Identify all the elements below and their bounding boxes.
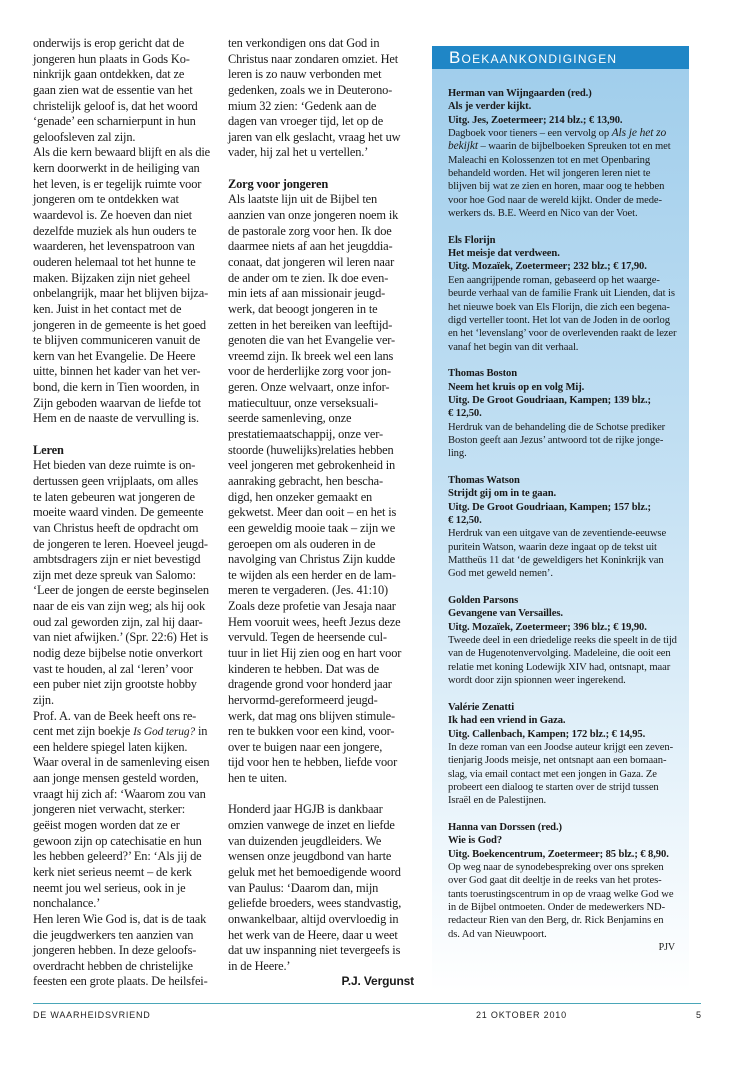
text-line: jongeren om te ontdekken wat: [33, 192, 179, 207]
text-line: geroepen om als ouderen in de: [228, 536, 376, 551]
text-line: digd, hen onzeker gemaakt en: [228, 489, 373, 504]
text-segment: – waarin de bijbelboeken Spreuken tot en met: [477, 141, 671, 153]
text-line: € 12,50.: [448, 408, 482, 420]
text-line: ren te bukken voor een kind, voor-: [228, 724, 395, 739]
text-line: geluk met het bemoedigende woord: [228, 864, 401, 879]
text-line: Hanna van Dorssen (red.): [448, 821, 562, 833]
text-line: tijd voor hen te hebben, liefde voor: [228, 755, 398, 770]
paragraph: [228, 36, 418, 161]
book-entry: [448, 594, 689, 687]
text-line: Wie is God?: [448, 835, 503, 847]
text-line: Ik had een vriend in Gaza.: [448, 715, 566, 727]
text-line: wensen onze jeugdbond van harte: [228, 849, 392, 864]
spacer: [448, 581, 689, 594]
text-line: vraagt hij zich af: ‘Waarom zou van: [33, 786, 206, 801]
text-line: het nieuwe boek van Els Florijn, die zich een begena-: [448, 301, 670, 313]
text-line: uitte, binnen het kader van het ver-: [33, 364, 201, 379]
text-line: kerk niet serieus neemt – de kerk: [33, 864, 192, 879]
text-line: Uitg. Mozaïek, Zoetermeer; 396 blz.; € 19,90.: [448, 621, 647, 633]
text-line: puritein Watson, waarin deze ingaat op de tekst uit: [448, 541, 657, 553]
text-line: gekwetst. Meer dan ooit – en het is: [228, 505, 397, 520]
text-line: dertussen geen vrijplaats, om alles: [33, 473, 199, 488]
text-line: dragende grond voor honderd jaar: [228, 677, 392, 692]
paragraph: [228, 192, 418, 786]
text-line: tuur in liet Hij zien oog en hart voor: [228, 645, 402, 660]
text-line: meren te vergaderen. (Jes. 41:10): [228, 583, 388, 598]
text-line: het leven, is er tegelijk ruimte voor: [33, 176, 202, 191]
text-line: hen te uiten.: [228, 771, 287, 786]
text-line: gedenken, zoals we in Deuterono-: [228, 82, 393, 97]
text-line: Op weg naar de synodebespreking over ons spreken: [448, 861, 664, 873]
text-line: digd verteller toont. Het lot van de Joden in de oorlog: [448, 314, 670, 326]
text-line: jaren van elk geslacht, vraag het uw: [228, 129, 401, 144]
text-segment: Is God terug?: [133, 726, 196, 739]
text-line: de ander om te zien. Ik doe even-: [228, 270, 389, 285]
text-line: [448, 140, 689, 153]
text-line: jongeren hebben. In deze geloofs-: [33, 943, 197, 958]
reviewer-initials: PJV: [658, 942, 675, 953]
text-line: Strijdt gij om in te gaan.: [448, 488, 557, 500]
text-line: van de Hugenotenvervolging. Madeleine, die ooit een: [448, 648, 671, 660]
text-line: geëist mogen worden dat ze er: [33, 818, 180, 833]
text-line: Uitg. Mozaïek, Zoetermeer; 232 blz.; € 17,90.: [448, 261, 647, 273]
text-line: werk, dat mag ons blijven stimule-: [228, 708, 395, 723]
book-entry: [448, 821, 689, 941]
text-line: P.J. Vergunst: [341, 974, 414, 989]
text-line: € 12,50.: [448, 515, 482, 526]
book-entry: [448, 87, 689, 220]
text-line: nodig deze bijbelse notie onverkort: [33, 645, 203, 660]
text-line: Hem vooruit wees, heeft Jezus deze: [228, 614, 401, 629]
text-line: jongeren hun plaats in Gods Ko-: [33, 51, 190, 66]
book-announcements-title: Boekaankondigingen: [432, 46, 689, 69]
text-line: het werk van de Heere, daar u weet: [228, 927, 398, 942]
text-line: ken. Juist in het contact met de: [33, 301, 182, 316]
text-line: neemt jou wel serieus, ook in je: [33, 880, 186, 895]
text-line: Uitg. De Groot Goudriaan, Kampen; 139 blz.;: [448, 394, 651, 406]
text-line: vreemd zijn. Ik breek wel een lans: [228, 348, 394, 363]
spacer: [448, 808, 689, 821]
footer-page-number: 5: [696, 1010, 702, 1020]
text-line: voor de herderlijke zorg voor jon-: [228, 364, 391, 379]
text-line: te wijden als een herder en de lam-: [228, 567, 396, 582]
text-line: aan jonge mensen gesteld worden,: [33, 771, 199, 786]
text-line: van duizenden jeugdleiders. We: [228, 833, 382, 848]
article-column-1: [33, 36, 221, 990]
text-line: mium 32 zien: ‘Gedenk aan de: [228, 98, 377, 113]
text-line: waardevol is. Ze hoeven dan niet: [33, 208, 192, 223]
text-line: Neem het kruis op en volg Mij.: [448, 381, 585, 393]
text-line: matiecultuur, onze verseksuali-: [228, 395, 379, 410]
text-line: en het ‘levenslang’ voor de overlevenden raakt de lezer: [448, 328, 677, 340]
text-line: vast te houden, al zal ‘leren’ voor: [33, 661, 194, 676]
text-line: Uitg. Callenbach, Kampen; 172 blz.; € 14,95.: [448, 728, 646, 740]
text-line: Uitg. De Groot Goudriaan, Kampen; 157 blz.;: [448, 501, 651, 513]
text-line: dat uw inspanning niet tevergeefs is: [228, 943, 401, 958]
text-line: navolging van Christus Zijn kudde: [228, 552, 396, 567]
text-line: voor hoe God naar de wereld kijkt. Onder de mede-: [448, 194, 662, 206]
spacer: [228, 161, 418, 177]
text-line: Waar overal in de samenleving eisen: [33, 755, 210, 770]
text-line: Mattheüs 11 dat ‘de geweldigers het Koninkrijk van: [448, 555, 664, 567]
text-line: Het meisje dat verdween.: [448, 248, 560, 260]
text-segment: bekijkt: [448, 140, 478, 153]
text-line: een heldere spiegel laten kijken.: [33, 739, 188, 754]
footer-rule: [33, 1003, 701, 1004]
text-line: conaat, dat jongeren wil leren naar: [228, 254, 395, 269]
text-line: Gevangene van Versailles.: [448, 608, 563, 620]
spacer: [448, 461, 689, 474]
text-line: Thomas Watson: [448, 474, 520, 486]
text-line: die jeugdwerkers ten aanzien van: [33, 927, 194, 942]
text-line: Tweede deel in een driedelige reeks die speelt in de tijd: [448, 635, 677, 647]
spacer: [228, 787, 418, 803]
text-line: van Christus heeft de opdracht om: [33, 520, 199, 535]
text-line: te laten gebeuren wat jongeren de: [33, 489, 195, 504]
text-line: zetten in het bereiken van leeftijd-: [228, 317, 393, 332]
text-line: gaan zien wat de essentie van het: [33, 82, 193, 97]
text-line: van niet afwijken.’ (Spr. 22:6) Het is: [33, 630, 209, 645]
book-entry: [448, 367, 689, 460]
footer-date: 21 OKTOBER 2010: [476, 1010, 567, 1020]
text-line: Christus naar zondaren omziet. Het: [228, 51, 399, 66]
text-line: Herman van Wijngaarden (red.): [448, 88, 592, 99]
text-line: wordt door zijn spionnen weer ingerekend.: [448, 675, 626, 687]
text-line: Valérie Zenatti: [448, 701, 515, 713]
text-line: Boston geeft aan Jezus’ antwoord tot de rijke jonge-: [448, 434, 664, 446]
text-line: onwankelbaar, altijd overvloedig in: [228, 911, 399, 926]
book-entry: [448, 474, 689, 581]
text-line: ambtsdragers zijn er niet bevestigd: [33, 552, 201, 567]
text-line: dagen van vroeger tijd, let op de: [228, 114, 384, 129]
text-line: in de Heere.’: [228, 958, 291, 973]
text-line: Als je verder kijkt.: [448, 101, 532, 113]
text-line: aanzien van onze jongeren noem ik: [228, 208, 399, 223]
text-line: ‘genade’ een scharnierpunt in hun: [33, 114, 196, 129]
text-line: jongeren in de gemeente is het goed: [33, 317, 206, 332]
text-line: de pastorale zorg voor hen. Ik doe: [228, 223, 392, 238]
text-line: zijn.: [33, 692, 54, 707]
text-line: een puber niet zijn grootste hobby: [33, 677, 197, 692]
text-line: geren. Onze welvaart, onze infor-: [228, 380, 390, 395]
text-line: aanraking gebracht, hen bescha-: [228, 473, 383, 488]
text-line: Golden Parsons: [448, 595, 519, 607]
text-line: Herdruk van de behandeling die de Schotse prediker: [448, 421, 666, 433]
text-line: Herdruk van een uitgave van de zeventiende-eeuwse: [448, 528, 667, 540]
text-line: de jongeren te leren. Hoeveel jeugd-: [33, 536, 208, 551]
text-line: [33, 724, 221, 740]
text-line: Als die kern bewaard blijft en als die: [33, 145, 211, 160]
text-segment: Dagboek voor tieners – een vervolg op: [448, 128, 612, 140]
section-heading: [33, 443, 221, 459]
text-line: Zijn geboden waarvan de liefde tot: [33, 395, 201, 410]
text-line: oud zal geworden zijn, zal hij daar-: [33, 614, 203, 629]
text-line: ninkrijk gaan ontdekken, dat ze: [33, 67, 185, 82]
text-line: Honderd jaar HGJB is dankbaar: [228, 802, 383, 817]
text-line: leren is zo nauw verbonden met: [228, 67, 382, 82]
text-line: over God gaat dit deeltje in de reeks van het protes-: [448, 875, 662, 887]
text-line: blijven bij wat ze zien en horen, maar oog te hebben: [448, 181, 665, 193]
paragraph: [33, 145, 221, 427]
text-line: Uitg. Jes, Zoetermeer; 214 blz.; € 13,90.: [448, 114, 623, 126]
text-line: jongeren niet verwacht, sterker:: [33, 802, 186, 817]
text-line: onbelangrijk, maar het blijven bijza-: [33, 286, 209, 301]
text-line: kinderen te hebben. Dat was de: [228, 661, 380, 676]
spacer: [448, 220, 689, 233]
text-line: behandeld worden. Het wil jongeren leren niet te: [448, 168, 651, 180]
text-line: Thomas Boston: [448, 368, 518, 380]
text-line: over te buigen naar een jongere,: [228, 739, 383, 754]
text-line: Een aangrijpende roman, gebaseerd op het waarge-: [448, 274, 660, 286]
paragraph: [228, 802, 418, 974]
text-line: geliefde broeders, wees standvastig,: [228, 896, 402, 911]
text-line: maken. Bijzaken zijn niet geheel: [33, 270, 191, 285]
book-entry: [448, 234, 689, 354]
footer-publication: DE WAARHEIDSVRIEND: [33, 1010, 151, 1020]
text-line: daarmee niets af aan het jeugddia-: [228, 239, 393, 254]
text-line: ds. Ad van Nieuwpoort.: [448, 928, 547, 940]
text-line: veel jongeren met gebrokenheid in: [228, 458, 396, 473]
text-line: Els Florijn: [448, 234, 496, 246]
text-segment: cent met zijn boekje: [33, 724, 134, 739]
text-line: God met geweld nemen’.: [448, 568, 553, 580]
text-line: tants toerustingscentrum in op de vraag welke God we: [448, 888, 674, 900]
book-entry: [448, 701, 689, 808]
text-line: geloofsleven zal zijn.: [33, 129, 136, 144]
text-line: Als laatste lijn uit de Bijbel ten: [228, 192, 378, 207]
text-line: vervuld. Tegen de heersende cul-: [228, 630, 387, 645]
paragraph: [33, 36, 221, 145]
paragraph: [33, 709, 221, 912]
text-line: les hebben geleerd?’ En: ‘Als jij de: [33, 849, 202, 864]
text-line: ling.: [448, 448, 467, 460]
text-line: overdracht hebben de christelijke: [33, 958, 193, 973]
text-line: slag, via email contact met een jongen in Gaza. Ze: [448, 768, 657, 780]
text-line: bond, die kern in Tien woorden, in: [33, 380, 200, 395]
text-line: beurde verhaal van de familie Frank uit Lienden, dat is: [448, 288, 675, 300]
text-line: zijn met deze spreuk van Salomo:: [33, 567, 196, 582]
text-line: Prof. A. van de Beek heeft ons re-: [33, 708, 197, 723]
text-line: omzien vanwege de inzet en liefde: [228, 818, 395, 833]
text-line: Maleachi en Kolossenzen tot en met Openbaring: [448, 154, 651, 166]
spacer: [448, 354, 689, 367]
text-line: in de Bijbel ontmoeten. Onder de medewerkers ND-: [448, 901, 666, 913]
text-line: een geweldig mooie taak – zijn we: [228, 520, 396, 535]
text-line: prestatiemaatschappij, onze ver-: [228, 427, 383, 442]
text-line: dezelfde muziek als hun ouders te: [33, 223, 197, 238]
text-line: [448, 127, 689, 140]
text-line: seerde samenleving, onze: [228, 411, 352, 426]
text-line: ten verkondigen ons dat God in: [228, 36, 380, 50]
text-line: naar de eis van zijn weg; als hij ook: [33, 599, 205, 614]
text-line: feesten een grote plaats. De heilsfei-: [33, 974, 208, 989]
text-line: probeert een dialoog te starten over de strijd tussen: [448, 781, 659, 793]
text-line: werk, dat beoogt jongeren in te: [228, 301, 378, 316]
text-line: kern van het Evangelie. De Heere: [33, 348, 196, 363]
text-line: waarderen, het levenspatroon van: [33, 239, 195, 254]
book-announcements-box: [432, 46, 689, 992]
text-line: Hen leren Wie God is, dat is de taak: [33, 911, 207, 926]
text-line: Israël en de Palestijnen.: [448, 795, 547, 807]
spacer: [448, 687, 689, 700]
text-line: Hem en de naaste de vervulling is.: [33, 411, 199, 426]
text-line: nonchalance.’: [33, 896, 101, 911]
text-line: In deze roman van een Joodse auteur krijgt een zeven-: [448, 741, 674, 753]
text-line: te blijven communiceren vanuit de: [33, 333, 201, 348]
book-announcements-list: [432, 69, 689, 954]
paragraph: [33, 912, 221, 990]
text-line: onderwijs is erop gericht dat de: [33, 36, 185, 50]
text-line: moeite waard vinden. De gemeente: [33, 505, 204, 520]
text-line: ouderen helemaal tot het hunne te: [33, 254, 196, 269]
author-signature: [228, 974, 418, 990]
text-line: genoten die van het Evangelie ver-: [228, 333, 396, 348]
article-column-2: [228, 36, 418, 990]
text-line: Zoals deze profetie van Jesaja naar: [228, 599, 396, 614]
text-line: christelijk geloof is, dat het woord: [33, 98, 198, 113]
paragraph: [33, 458, 221, 708]
text-line: Zorg voor jongeren: [228, 176, 329, 191]
text-line: werkers ds. B.E. Weerd en Nico van der Voet.: [448, 208, 638, 220]
text-line: gewoon zijn op catechisatie en hun: [33, 833, 202, 848]
text-line: redacteur Rien van den Berg, dr. Rick Benjamins en: [448, 915, 664, 927]
text-line: relatie met koning Lodewijk XIV had, ontsnapt, maar: [448, 661, 671, 673]
text-line: tienjarig Joods meisje, net ontsnapt aan een bomaan-: [448, 755, 667, 767]
text-line: stoorde (huwelijks)relaties hebben: [228, 442, 394, 457]
text-line: Het bieden van deze ruimte is on-: [33, 458, 196, 473]
text-line: ‘Leer de jongen de eerste beginselen: [33, 583, 209, 598]
text-line: Leren: [33, 442, 64, 457]
text-line: vader, hij zal het u vertellen.’: [228, 145, 369, 160]
text-line: Uitg. Boekencentrum, Zoetermeer; 85 blz.; € 8,90.: [448, 848, 669, 860]
text-line: van Paulus: ‘Daarom dan, mijn: [228, 880, 379, 895]
text-segment: in: [195, 724, 208, 739]
text-line: hervormd-gereformeerd jeugd-: [228, 692, 378, 707]
spacer: [33, 427, 221, 443]
section-heading: [228, 177, 418, 193]
text-line: kern doorwerkt in de heiliging van: [33, 161, 200, 176]
text-line: vanaf het begin van dit verhaal.: [448, 341, 579, 353]
text-segment: Als je het zo: [611, 127, 667, 140]
text-line: min iets af aan missionair jeugd-: [228, 286, 386, 301]
